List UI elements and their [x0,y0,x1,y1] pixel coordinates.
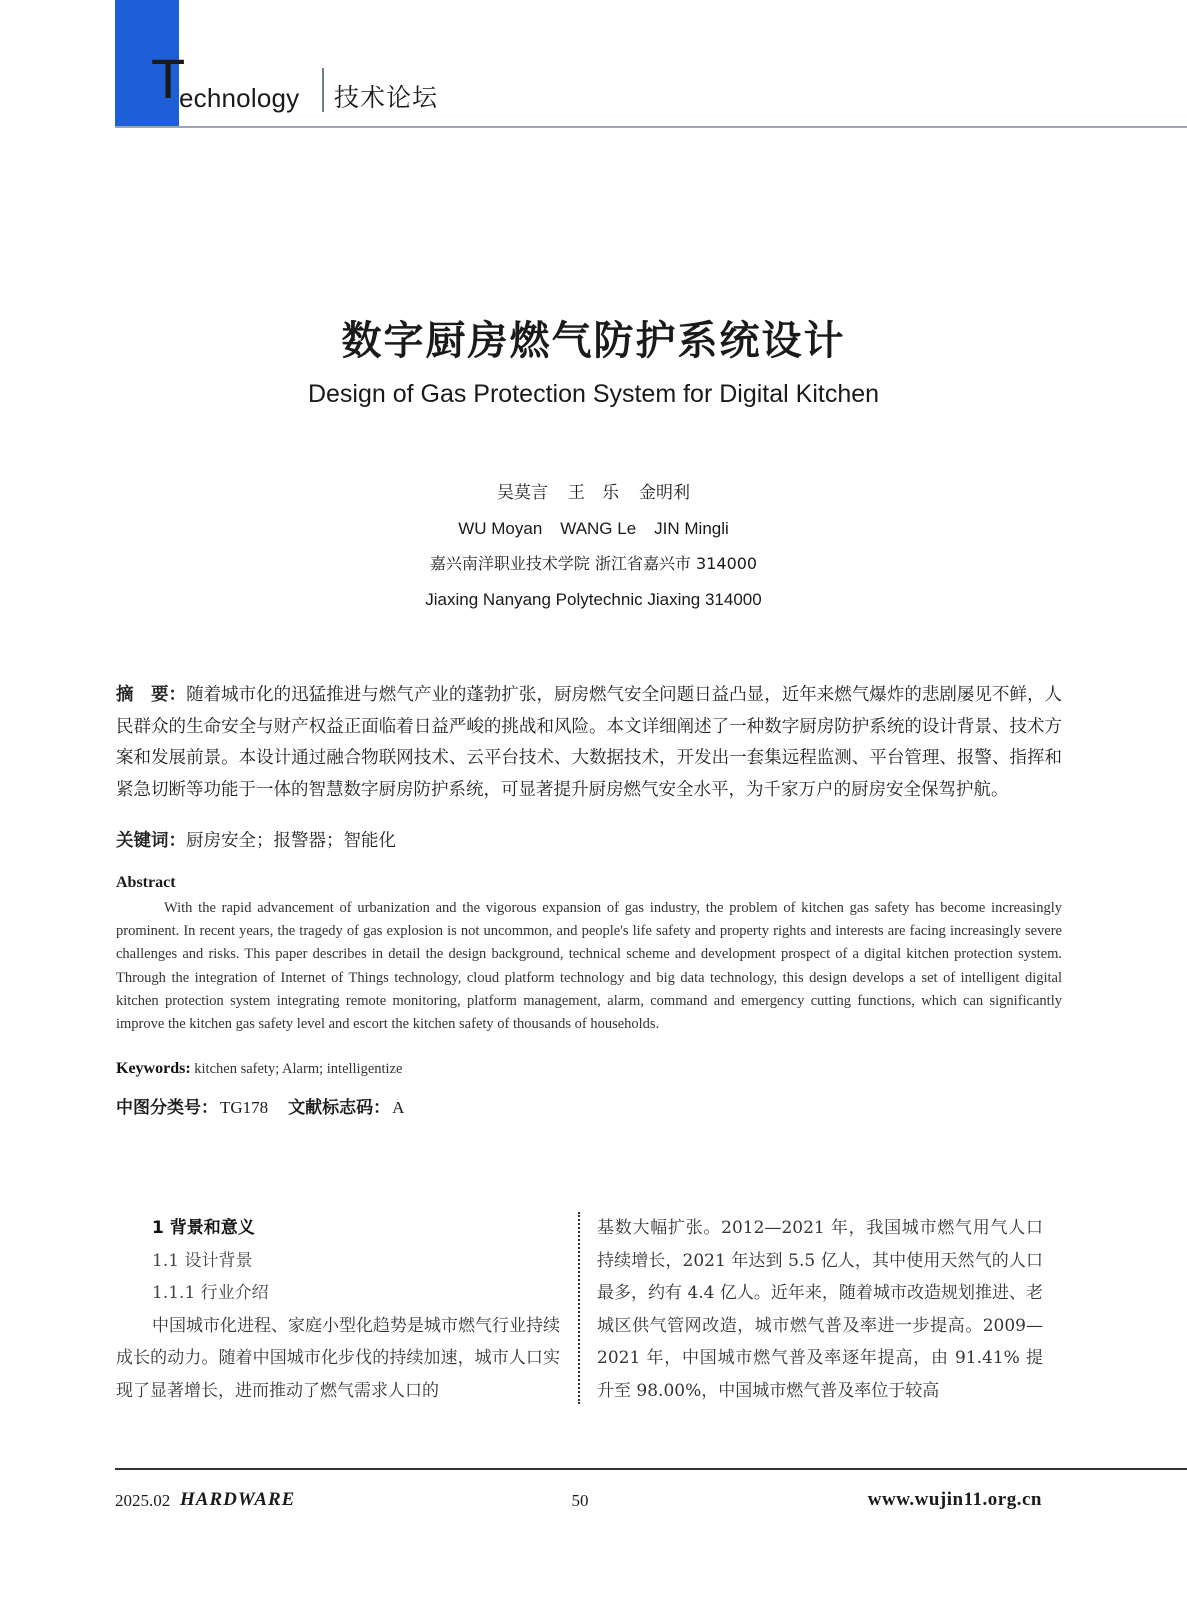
header-initial: T [151,47,186,110]
abstract-english-heading: Abstract [116,874,176,891]
author-en-2: WANG Le [560,519,637,538]
clc-value: TG178 [220,1098,269,1117]
footer-magazine: HARDWARE [180,1489,296,1510]
keywords-cn-label: 关键词： [116,831,186,851]
footer-rule [115,1468,1187,1470]
subsection-heading-1: 1.1 设计背景 [152,1250,253,1271]
keywords-cn-text: 厨房安全；报警器；智能化 [186,831,396,851]
subsection-heading-2: 1.1.1 行业介绍 [152,1283,269,1303]
doc-code-value: A [392,1098,405,1117]
authors-chinese [0,481,1187,505]
column-divider [578,1212,580,1404]
header-separator [322,68,324,112]
body-right-column [597,1212,1043,1407]
title-english: Design of Gas Protection System for Digital Kitchen [307,380,880,408]
footer-date: 2025.02 [115,1491,171,1510]
abstract-english-text: With the rapid advancement of urbanization and the vigorous expansion of gas industry, the problem of kitchen gas safety has become increasingly prominent. In recent years, the tragedy of gas explosion is not uncommon, and people's life safety and property rights and interests are facing increasingly severe challenges and risks. This paper describes in detail the design background, technical scheme and development prospect of a digital kitchen protection system. Through the integration of Internet of Things technology, cloud platform technology and big data technology, this design develops a set of intelligent digital kitchen protection system integrating remote monitoring, platform management, alarm, command and emergency cutting functions, which can significantly improve the kitchen gas safety level and escort the kitchen safety of thousands of households. [116,900,1062,1033]
keywords-en-label: Keywords: [116,1060,191,1077]
header-rule [115,126,1187,128]
abstract-chinese [116,680,1062,806]
abstract-cn-label: 摘 要： [116,685,187,705]
body-left-column [116,1212,560,1407]
keywords-chinese [116,826,396,856]
affiliation-chinese: 嘉兴南洋职业技术学院 浙江省嘉兴市 314000 [429,554,758,573]
footer-url: www.wujin11.org.cn [867,1489,1042,1510]
keywords-en-text: kitchen safety; Alarm; intelligentize [194,1061,403,1077]
body-paragraph-right: 基数大幅扩张。2012—2021 年，我国城市燃气用气人口持续增长，2021 年达到 5.5 亿人，其中使用天然气的人口最多，约有 4.4 亿人。近年来，随着城市改造规划推进、老城区供气管网改造，城市燃气普及率进一步提高。2009—2021 年，中国城市燃气普及率逐年提高，由 91.41% 提升至 98.00%，中国城市燃气普及率位于较高 [597,1218,1043,1401]
title-chinese: 数字厨房燃气防护系统设计 [341,318,846,364]
header-column-name: 技术论坛 [334,83,439,112]
section-heading: 1 背景和意义 [152,1218,255,1238]
header-word: echnology [179,83,300,113]
abstract-cn-text: 随着城市化的迅猛推进与燃气产业的蓬勃扩张，厨房燃气安全问题日益凸显，近年来燃气爆炸的悲剧屡见不鲜，人民群众的生命安全与财产权益正面临着日益严峻的挑战和风险。本文详细阐述了一种数字厨房防护系统的设计背景、技术方案和发展前景。本设计通过融合物联网技术、云平台技术、大数据技术，开发出一套集远程监测、平台管理、报警、指挥和紧急切断等功能于一体的智慧数字厨房防护系统，可显著提升厨房燃气安全水平，为千家万户的厨房安全保驾护航。 [116,685,1062,800]
author-cn-3: 金明利 [639,483,690,503]
author-en-3: JIN Mingli [654,519,729,538]
author-cn-2: 王 乐 [568,483,619,503]
authors-english [0,517,1187,541]
keywords-english [116,1058,402,1080]
classification-line [116,1095,404,1121]
page-number: 50 [571,1491,589,1510]
body-paragraph-left: 中国城市化进程、家庭小型化趋势是城市燃气行业持续成长的动力。随着中国城市化步伐的持续加速，城市人口实现了显著增长，进而推动了燃气需求人口的 [116,1315,560,1401]
author-cn-1: 吴莫言 [497,483,548,503]
doc-code-label: 文献标志码： [288,1098,391,1118]
clc-label: 中图分类号： [116,1098,218,1118]
author-en-1: WU Moyan [458,519,543,538]
affiliation-english: Jiaxing Nanyang Polytechnic Jiaxing 314000 [425,590,762,609]
